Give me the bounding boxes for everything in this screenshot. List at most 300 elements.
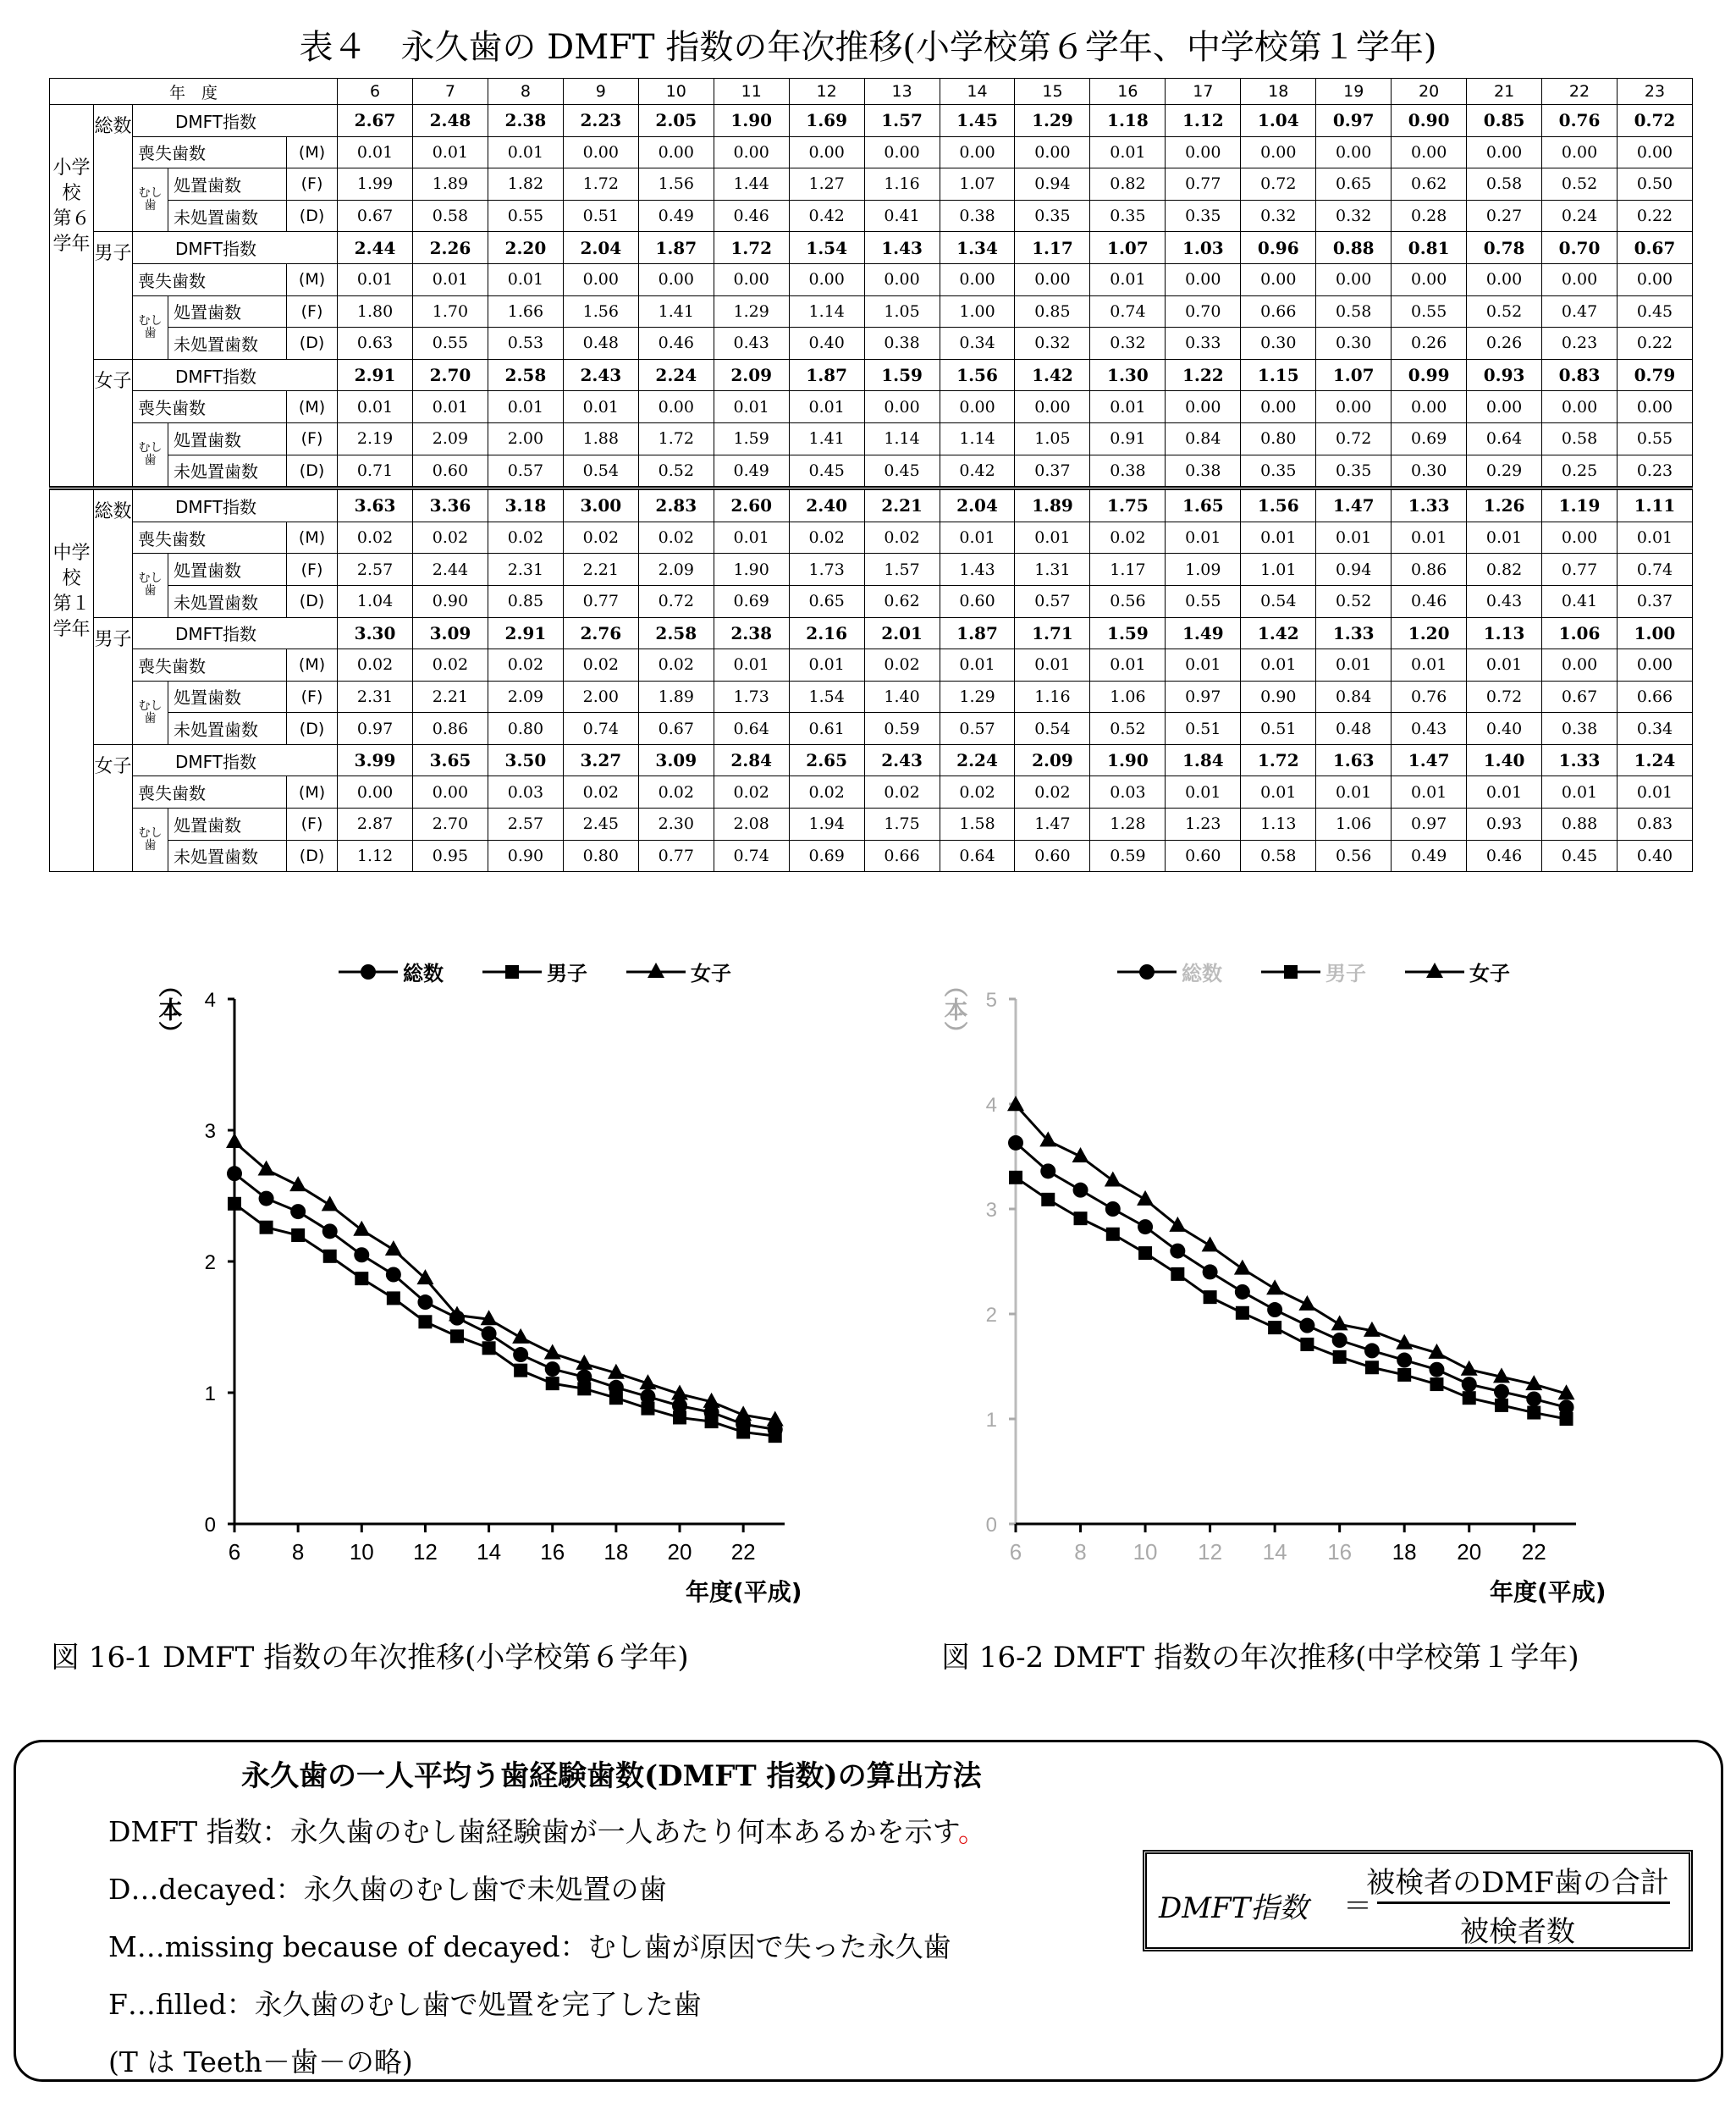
value-cell: 0.00 [1166,391,1241,423]
value-cell: 1.45 [940,105,1015,137]
data-point-circle [545,1361,560,1377]
x-tick-label: 6 [228,1539,241,1565]
value-cell: 0.00 [638,136,714,168]
value-cell: 0.00 [1467,136,1542,168]
value-cell: 0.41 [1542,585,1618,617]
formula-numerator: 被検者のDMF歯の合計 [1366,1866,1669,1900]
data-point-square [705,1415,719,1428]
value-cell: 0.90 [1392,105,1467,137]
year-header: 年 度 [50,79,338,105]
value-cell: 0.72 [1617,105,1692,137]
value-cell: 0.02 [412,522,488,554]
value-cell: 3.00 [563,488,638,522]
year-cell: 12 [789,79,864,105]
data-point-triangle [353,1221,370,1236]
value-cell: 0.58 [1467,168,1542,201]
legend-item-circle [339,962,444,985]
value-cell: 1.72 [638,422,714,455]
value-cell: 0.65 [1316,168,1392,201]
value-cell: 1.24 [1617,744,1692,776]
value-cell: 1.47 [1015,809,1090,841]
value-cell: 0.59 [1090,840,1166,872]
value-cell: 1.89 [638,681,714,713]
value-cell: 0.64 [1467,422,1542,455]
value-cell: 0.35 [1166,200,1241,232]
legend-marker-circle [1139,964,1155,980]
data-point-square [609,1391,623,1405]
value-cell: 2.23 [563,105,638,137]
value-cell: 1.94 [789,809,864,841]
value-cell: 0.22 [1617,328,1692,360]
value-cell: 0.00 [1166,263,1241,295]
value-cell: 0.40 [1617,840,1692,872]
value-cell: 1.29 [1015,105,1090,137]
data-point-circle [290,1204,306,1219]
value-cell: 0.86 [412,713,488,745]
x-tick-label: 18 [1392,1539,1417,1565]
row-label-f: 処置歯数 [168,554,287,586]
value-cell: 0.48 [1316,713,1392,745]
value-cell: 0.57 [1015,585,1090,617]
value-cell: 0.32 [1090,328,1166,360]
value-cell: 0.52 [1316,585,1392,617]
value-cell: 1.43 [864,232,940,264]
value-cell: 0.59 [864,713,940,745]
data-point-circle [1267,1302,1282,1317]
value-cell: 2.21 [864,488,940,522]
value-cell: 2.08 [714,809,789,841]
value-cell: 0.00 [1542,522,1618,554]
value-cell: 0.22 [1617,200,1692,232]
value-cell: 3.27 [563,744,638,776]
series-line-square [234,1204,775,1436]
year-cell: 9 [563,79,638,105]
value-cell: 0.46 [638,328,714,360]
value-cell: 0.01 [1467,649,1542,682]
legend-label: 総数 [1182,962,1222,985]
value-cell: 0.77 [563,585,638,617]
value-cell: 1.04 [1241,105,1316,137]
y-axis-label: （本） [155,974,184,1045]
value-cell: 0.69 [714,585,789,617]
value-cell: 0.51 [1241,713,1316,745]
row-code-m: (M) [287,263,338,295]
value-cell: 0.01 [714,649,789,682]
value-cell: 0.32 [1241,200,1316,232]
data-point-square [323,1250,337,1263]
x-tick-label: 12 [1198,1539,1223,1565]
group-label: 男子 [94,232,133,359]
value-cell: 0.23 [1617,455,1692,488]
value-cell: 1.20 [1392,617,1467,649]
value-cell: 0.00 [789,263,864,295]
x-tick-label: 20 [667,1539,692,1565]
x-tick-label: 6 [1009,1539,1022,1565]
value-cell: 0.77 [1542,554,1618,586]
value-cell: 0.95 [412,840,488,872]
value-cell: 1.07 [1090,232,1166,264]
dmft-formula [1143,1850,1693,1951]
value-cell: 0.02 [864,649,940,682]
value-cell: 2.44 [412,554,488,586]
x-axis-label: 年度(平成) [1490,1578,1606,1606]
value-cell: 0.96 [1241,232,1316,264]
year-cell: 17 [1166,79,1241,105]
value-cell: 0.01 [412,263,488,295]
value-cell: 2.87 [338,809,413,841]
x-axis-label: 年度(平成) [686,1578,802,1606]
value-cell: 1.90 [714,554,789,586]
value-cell: 1.28 [1090,809,1166,841]
value-cell: 0.00 [714,136,789,168]
value-cell: 0.54 [1015,713,1090,745]
legend-item-triangle [1405,962,1510,985]
data-point-circle [1138,1219,1153,1234]
value-cell: 2.31 [488,554,563,586]
value-cell: 1.27 [789,168,864,201]
row-label-dmft: DMFT指数 [133,617,338,649]
data-point-circle [322,1223,338,1239]
legend-marker-square [1284,965,1298,979]
value-cell: 3.30 [338,617,413,649]
value-cell: 1.26 [1467,488,1542,522]
value-cell: 2.01 [864,617,940,649]
value-cell: 0.02 [864,522,940,554]
formula-fraction-bar [1377,1901,1670,1904]
value-cell: 0.52 [1542,168,1618,201]
line-chart-2 [941,962,1606,1606]
value-cell: 0.01 [1617,522,1692,554]
value-cell: 0.45 [1617,295,1692,328]
value-cell: 1.00 [940,295,1015,328]
year-cell: 13 [864,79,940,105]
value-cell: 0.72 [1467,681,1542,713]
value-cell: 0.76 [1392,681,1467,713]
value-cell: 3.18 [488,488,563,522]
data-point-square [1009,1171,1022,1184]
row-code-d: (D) [287,455,338,488]
value-cell: 0.58 [412,200,488,232]
value-cell: 1.44 [714,168,789,201]
value-cell: 0.02 [638,776,714,809]
value-cell: 2.20 [488,232,563,264]
value-cell: 0.55 [1166,585,1241,617]
data-point-square [482,1341,496,1355]
row-label-d: 未処置歯数 [168,200,287,232]
value-cell: 0.42 [940,455,1015,488]
value-cell: 1.89 [412,168,488,201]
value-cell: 0.74 [1090,295,1166,328]
value-cell: 0.02 [714,776,789,809]
value-cell: 0.60 [1166,840,1241,872]
legend-marker-triangle [648,963,664,978]
value-cell: 0.74 [1617,554,1692,586]
value-cell: 1.54 [789,681,864,713]
value-cell: 0.00 [714,263,789,295]
value-cell: 0.01 [1015,522,1090,554]
value-cell: 0.97 [1316,105,1392,137]
explanation-line-dmft [108,1810,986,1850]
value-cell: 0.02 [1090,522,1166,554]
data-point-square [291,1228,305,1242]
value-cell: 1.14 [864,422,940,455]
value-cell: 0.01 [488,136,563,168]
legend-label: 女子 [691,962,731,985]
value-cell: 1.01 [1241,554,1316,586]
value-cell: 0.53 [488,328,563,360]
value-cell: 1.16 [1015,681,1090,713]
x-tick-label: 12 [412,1539,438,1565]
value-cell: 2.65 [789,744,864,776]
y-tick-label: 0 [985,1514,997,1537]
y-tick-label: 1 [204,1383,216,1405]
value-cell: 0.84 [1316,681,1392,713]
value-cell: 2.58 [638,617,714,649]
value-cell: 0.00 [1542,136,1618,168]
value-cell: 0.83 [1542,359,1618,391]
group-label: 女子 [94,359,133,488]
value-cell: 0.00 [789,136,864,168]
value-cell: 0.67 [1617,232,1692,264]
value-cell: 0.00 [1392,391,1467,423]
value-cell: 1.57 [864,554,940,586]
value-cell: 1.14 [940,422,1015,455]
value-cell: 2.43 [864,744,940,776]
explanation-line-t: (T は Teeth－歯－の略) [108,2045,413,2078]
value-cell: 0.27 [1467,200,1542,232]
value-cell: 3.50 [488,744,563,776]
value-cell: 0.51 [1166,713,1241,745]
value-cell: 2.40 [789,488,864,522]
value-cell: 1.04 [338,585,413,617]
value-cell: 2.16 [789,617,864,649]
value-cell: 0.01 [940,522,1015,554]
value-cell: 0.02 [638,522,714,554]
year-cell: 21 [1467,79,1542,105]
value-cell: 2.70 [412,359,488,391]
value-cell: 1.03 [1166,232,1241,264]
value-cell: 1.49 [1166,617,1241,649]
value-cell: 1.30 [1090,359,1166,391]
data-point-square [641,1402,654,1416]
value-cell: 2.21 [412,681,488,713]
data-point-circle [513,1347,528,1362]
value-cell: 1.90 [714,105,789,137]
value-cell: 0.01 [1392,776,1467,809]
value-cell: 1.47 [1392,744,1467,776]
value-cell: 0.76 [1542,105,1618,137]
row-label-f: 処置歯数 [168,168,287,201]
group-label: 男子 [94,617,133,744]
x-tick-label: 22 [1521,1539,1546,1565]
value-cell: 2.84 [714,744,789,776]
data-point-square [418,1315,432,1328]
value-cell: 0.01 [1090,263,1166,295]
value-cell: 2.09 [488,681,563,713]
group-label: 女子 [94,744,133,871]
x-tick-label: 10 [1133,1539,1158,1565]
value-cell: 2.26 [412,232,488,264]
value-cell: 1.82 [488,168,563,201]
value-cell: 1.13 [1241,809,1316,841]
value-cell: 0.61 [789,713,864,745]
legend-label: 総数 [403,962,444,985]
value-cell: 1.56 [638,168,714,201]
value-cell: 0.52 [1467,295,1542,328]
value-cell: 0.51 [563,200,638,232]
value-cell: 0.02 [789,776,864,809]
year-cell: 7 [412,79,488,105]
data-point-triangle [1169,1217,1186,1232]
value-cell: 0.01 [1392,649,1467,682]
row-label-mushi: むし歯 [133,809,168,872]
value-cell: 1.42 [1241,617,1316,649]
value-cell: 0.66 [1241,295,1316,328]
value-cell: 0.02 [940,776,1015,809]
value-cell: 3.63 [338,488,413,522]
value-cell: 0.00 [1241,136,1316,168]
row-label-d: 未処置歯数 [168,585,287,617]
group-label: 総数 [94,105,133,232]
value-cell: 0.00 [1316,263,1392,295]
data-point-circle [1397,1353,1412,1368]
y-tick-label: 5 [985,989,997,1012]
value-cell: 0.01 [1316,522,1392,554]
value-cell: 1.63 [1316,744,1392,776]
value-cell: 0.46 [1392,585,1467,617]
value-cell: 0.24 [1542,200,1618,232]
x-tick-label: 20 [1457,1539,1482,1565]
value-cell: 0.01 [1316,649,1392,682]
series-line-triangle [1016,1105,1567,1394]
value-cell: 0.00 [864,391,940,423]
value-cell: 0.30 [1392,455,1467,488]
value-cell: 0.67 [338,200,413,232]
value-cell: 0.80 [488,713,563,745]
value-cell: 0.01 [412,136,488,168]
value-cell: 0.43 [1392,713,1467,745]
row-code-d: (D) [287,200,338,232]
y-tick-label: 2 [204,1251,216,1274]
legend-item-square [482,962,587,985]
value-cell: 0.80 [563,840,638,872]
row-code-m: (M) [287,649,338,682]
series-line-triangle [234,1142,775,1421]
value-cell: 2.83 [638,488,714,522]
value-cell: 0.54 [563,455,638,488]
value-cell: 0.60 [1015,840,1090,872]
value-cell: 1.40 [864,681,940,713]
value-cell: 0.60 [940,585,1015,617]
value-cell: 1.06 [1316,809,1392,841]
data-point-square [450,1329,464,1343]
data-point-circle [1364,1343,1380,1358]
value-cell: 0.30 [1241,328,1316,360]
value-cell: 0.29 [1467,455,1542,488]
x-tick-label: 22 [730,1539,756,1565]
row-label-dmft: DMFT指数 [133,744,338,776]
value-cell: 0.45 [789,455,864,488]
value-cell: 2.09 [714,359,789,391]
data-point-square [577,1382,591,1395]
value-cell: 0.34 [940,328,1015,360]
data-point-square [769,1429,782,1443]
data-point-circle [1526,1391,1541,1406]
value-cell: 1.56 [940,359,1015,391]
value-cell: 0.85 [488,585,563,617]
value-cell: 0.02 [1015,776,1090,809]
y-tick-label: 0 [204,1514,216,1537]
chart-caption-elementary: 図 16-1 DMFT 指数の年次推移(小学校第６学年) [51,1641,689,1675]
value-cell: 0.77 [638,840,714,872]
value-cell: 1.72 [1241,744,1316,776]
value-cell: 0.01 [1241,522,1316,554]
value-cell: 3.09 [638,744,714,776]
legend-item-circle [1117,962,1222,985]
value-cell: 0.43 [1467,585,1542,617]
legend-label: 男子 [547,962,587,985]
value-cell: 1.84 [1166,744,1241,776]
value-cell: 0.47 [1542,295,1618,328]
data-point-triangle [322,1195,339,1211]
value-cell: 1.11 [1617,488,1692,522]
value-cell: 0.94 [1015,168,1090,201]
row-label-m: 喪失歯数 [133,263,287,295]
value-cell: 0.00 [1392,136,1467,168]
value-cell: 2.58 [488,359,563,391]
row-code-f: (F) [287,681,338,713]
row-code-f: (F) [287,295,338,328]
data-point-square [1074,1212,1088,1225]
value-cell: 0.93 [1467,359,1542,391]
row-label-m: 喪失歯数 [133,522,287,554]
value-cell: 1.29 [714,295,789,328]
value-cell: 1.17 [1090,554,1166,586]
value-cell: 0.00 [412,776,488,809]
data-point-square [1300,1338,1314,1351]
value-cell: 0.62 [864,585,940,617]
value-cell: 1.13 [1467,617,1542,649]
value-cell: 0.65 [789,585,864,617]
value-cell: 0.01 [1241,776,1316,809]
value-cell: 2.44 [338,232,413,264]
value-cell: 1.14 [789,295,864,328]
value-cell: 0.00 [940,263,1015,295]
value-cell: 1.59 [714,422,789,455]
value-cell: 0.00 [1467,391,1542,423]
value-cell: 1.59 [864,359,940,391]
value-cell: 1.69 [789,105,864,137]
value-cell: 0.45 [864,455,940,488]
value-cell: 1.15 [1241,359,1316,391]
value-cell: 0.01 [1392,522,1467,554]
value-cell: 1.71 [1015,617,1090,649]
value-cell: 1.33 [1542,744,1618,776]
value-cell: 0.55 [488,200,563,232]
value-cell: 1.22 [1166,359,1241,391]
formula-denominator: 被検者数 [1460,1915,1575,1949]
value-cell: 0.97 [1392,809,1467,841]
row-label-d: 未処置歯数 [168,328,287,360]
row-label-m: 喪失歯数 [133,776,287,809]
value-cell: 0.88 [1316,232,1392,264]
value-cell: 1.40 [1467,744,1542,776]
value-cell: 0.85 [1015,295,1090,328]
data-point-square [1495,1399,1508,1412]
year-cell: 11 [714,79,789,105]
value-cell: 0.00 [1617,649,1692,682]
value-cell: 0.00 [638,391,714,423]
